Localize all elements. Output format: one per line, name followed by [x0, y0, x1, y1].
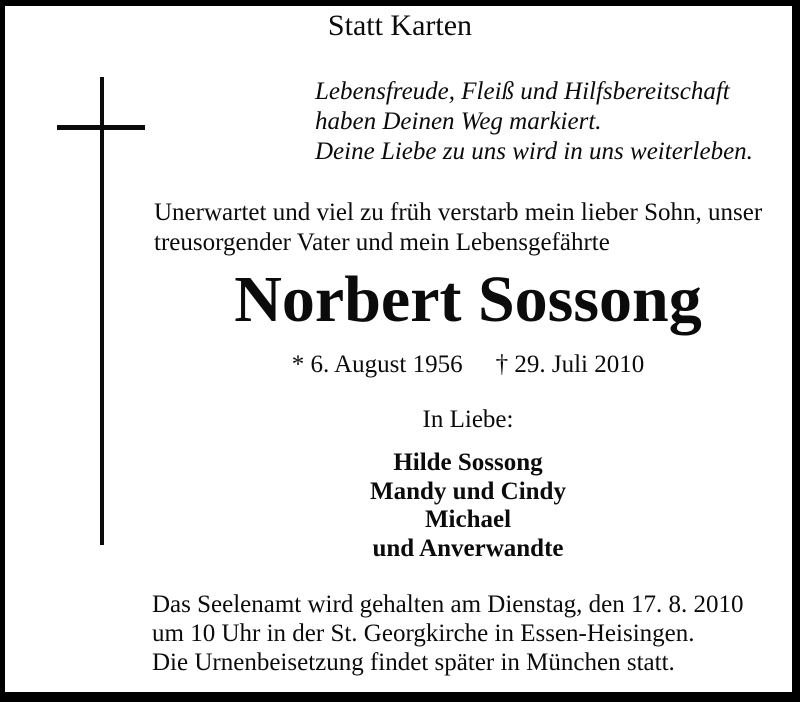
- verse-line: Deine Liebe zu uns wird in uns weiterleben.: [315, 138, 753, 165]
- verse-line: haben Deinen Weg markiert.: [315, 108, 602, 135]
- statt-karten-note: Statt Karten: [327, 9, 473, 42]
- mourner-name: und Anverwandte: [372, 534, 564, 562]
- service-announcement: [152, 590, 744, 677]
- mourners-names: [150, 449, 786, 563]
- life-dates: [150, 350, 786, 380]
- cross-horizontal-bar: [57, 125, 145, 130]
- verse-line: Lebensfreude, Fleiß und Hilfsbereitschaft: [315, 78, 730, 105]
- frame-border-top: [0, 0, 800, 6]
- mourner-name: Michael: [424, 506, 512, 533]
- frame-border-right: [792, 0, 800, 702]
- memorial-verse: [315, 77, 753, 167]
- mourner-name: Hilde Sossong: [393, 449, 543, 476]
- mourner-name: Mandy und Cindy: [370, 477, 566, 505]
- death-date: † 29. Juli 2010: [495, 351, 645, 378]
- cross-vertical-bar: [100, 77, 104, 545]
- mourners-salutation: In Liebe:: [422, 406, 514, 433]
- deceased-name: Norbert Sossong: [234, 263, 702, 336]
- intro-line: treusorgender Vater und mein Lebensgefährte: [154, 229, 610, 256]
- service-line: Das Seelenamt wird gehalten am Dienstag, den 17. 8. 2010: [152, 591, 744, 618]
- intro-paragraph: [154, 198, 762, 258]
- intro-line: Unerwartet und viel zu früh verstarb mein lieber Sohn, unser: [154, 199, 763, 226]
- frame-border-left: [0, 0, 5, 702]
- frame-border-bottom: [0, 692, 800, 702]
- service-line: Die Urnenbeisetzung findet später in München statt.: [152, 649, 675, 676]
- birth-date: * 6. August 1956: [291, 351, 463, 378]
- service-line: um 10 Uhr in der St. Georgkirche in Essen-Heisingen.: [152, 620, 695, 647]
